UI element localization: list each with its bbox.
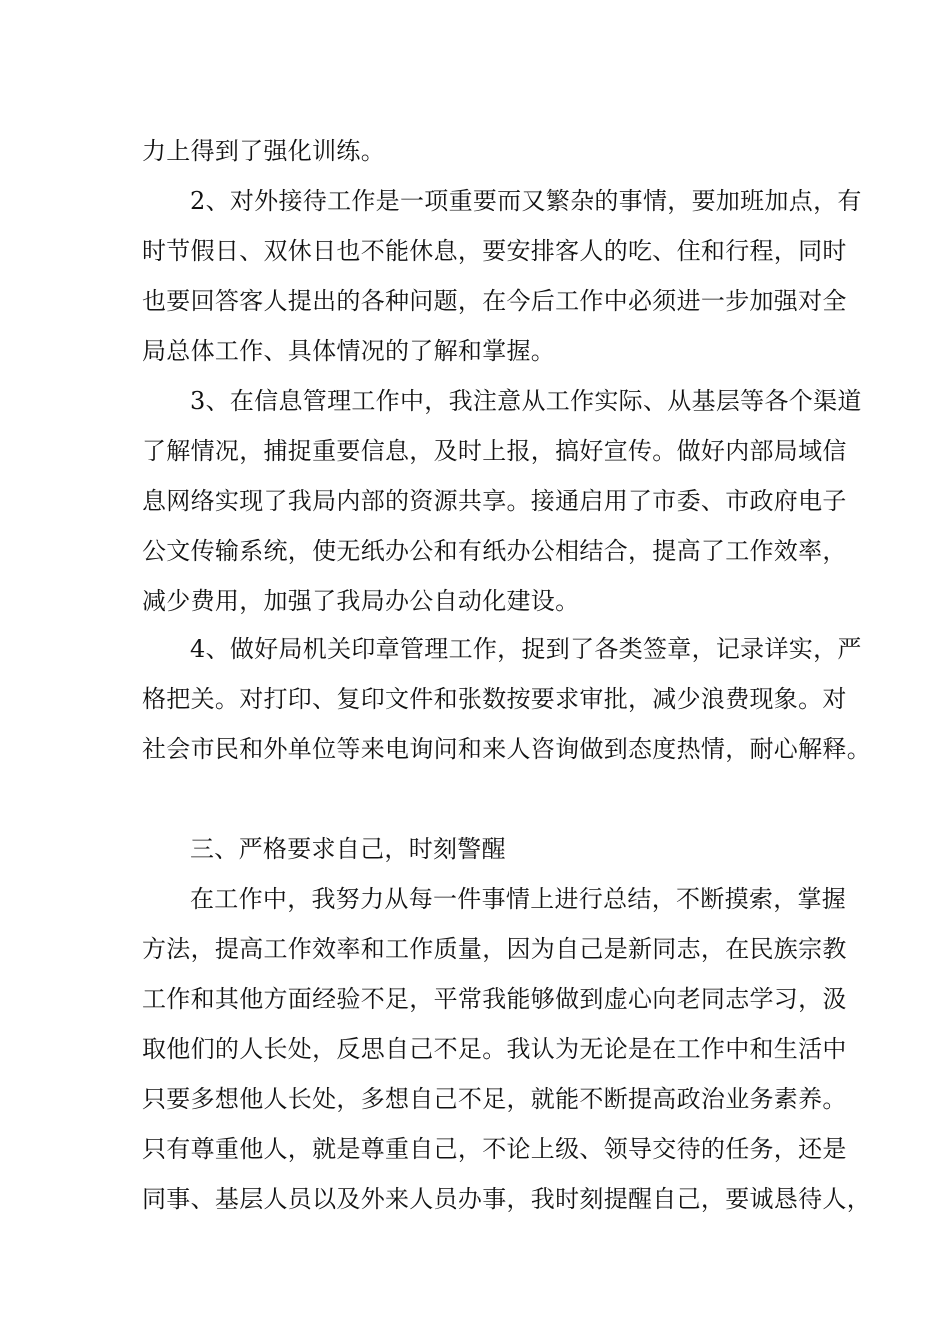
paragraph-2-line-1: 2、对外接待工作是一项重要而又繁杂的事情，要加班加点，有 xyxy=(190,187,862,215)
paragraph-1-line-1: 力上得到了强化训练。 xyxy=(142,137,385,165)
paragraph-4-line-2: 格把关。对打印、复印文件和张数按要求审批，减少浪费现象。对 xyxy=(142,685,847,713)
paragraph-5-line-7: 同事、基层人员以及外来人员办事，我时刻提醒自己，要诚恳待人， xyxy=(142,1185,871,1213)
paragraph-2-line-3: 也要回答客人提出的各种问题，在今后工作中必须进一步加强对全 xyxy=(142,287,847,315)
paragraph-5-line-4: 取他们的人长处，反思自己不足。我认为无论是在工作中和生活中 xyxy=(142,1035,847,1063)
paragraph-2-line-2: 时节假日、双休日也不能休息，要安排客人的吃、住和行程，同时 xyxy=(142,237,847,265)
paragraph-3-line-2: 了解情况，捕捉重要信息，及时上报，搞好宣传。做好内部局域信 xyxy=(142,437,847,465)
paragraph-5-line-5: 只要多想他人长处，多想自己不足，就能不断提高政治业务素养。 xyxy=(142,1085,847,1113)
paragraph-2-line-4: 局总体工作、具体情况的了解和掌握。 xyxy=(142,337,556,365)
paragraph-5-line-3: 工作和其他方面经验不足，平常我能够做到虚心向老同志学习，汲 xyxy=(142,985,847,1013)
paragraph-5-line-6: 只有尊重他人，就是尊重自己，不论上级、领导交待的任务，还是 xyxy=(142,1135,847,1163)
paragraph-3-line-1: 3、在信息管理工作中，我注意从工作实际、从基层等各个渠道 xyxy=(190,387,862,415)
section-heading: 三、严格要求自己，时刻警醒 xyxy=(190,835,506,863)
paragraph-3-line-5: 减少费用，加强了我局办公自动化建设。 xyxy=(142,587,580,615)
paragraph-5-line-1: 在工作中，我努力从每一件事情上进行总结，不断摸索，掌握 xyxy=(190,885,847,913)
paragraph-4-line-3: 社会市民和外单位等来电询问和来人咨询做到态度热情，耐心解释。 xyxy=(142,735,871,763)
paragraph-3-line-3: 息网络实现了我局内部的资源共享。接通启用了市委、市政府电子 xyxy=(142,487,847,515)
paragraph-3-line-4: 公文传输系统，使无纸办公和有纸办公相结合，提高了工作效率， xyxy=(142,537,847,565)
paragraph-5-line-2: 方法，提高工作效率和工作质量，因为自己是新同志，在民族宗教 xyxy=(142,935,847,963)
paragraph-4-line-1: 4、做好局机关印章管理工作，捉到了各类签章，记录详实，严 xyxy=(190,635,862,663)
